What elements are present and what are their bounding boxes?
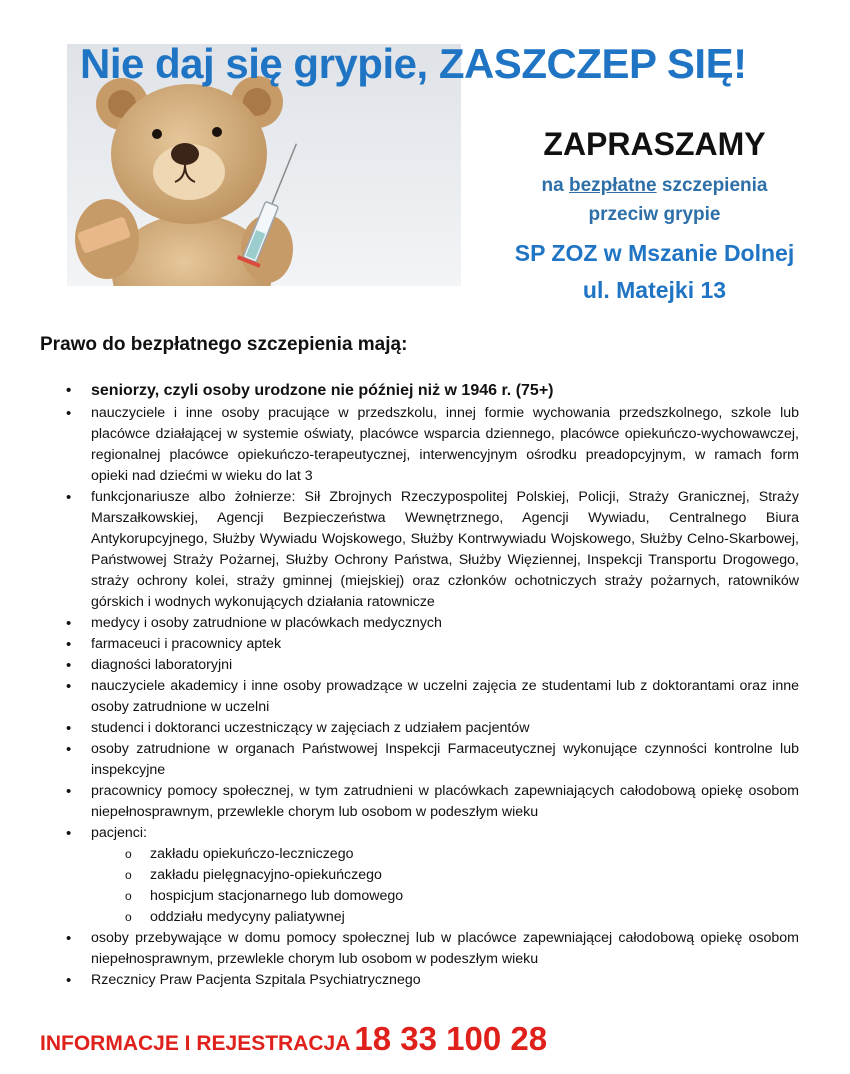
group-patients-label: pacjenci: — [91, 825, 147, 841]
patients-sub-item: o zakładu pielęgnacyjno-opiekuńczego — [125, 865, 799, 886]
patients-sublist — [91, 844, 799, 928]
registration-phone: 18 33 100 28 — [354, 1020, 548, 1057]
group-officers: • funkcjonariusze albo żołnierze: Sił Zbrojnych Rzeczypospolitej Polskiej, Policji, Straży Granicznej, Straży Marszałkowskiej, Agencji Bezpieczeństwa Wewnętrznego, Agencji Wywiadu, Centralnego Biura Antykorupcyjnego, Służby Wywiadu Wojskowego, Służby Kontrwywiadu Wojskowego, Służby Celno-Skarbowej, Państwowej Straży Pożarnej, Służby Ochrony Państwa, Służby Więziennej, Inspekcji Transportu Drogowego, straży ochrony kolei, straży gminnej (miejskiej) oraz członków ochotniczych straży pożarnych, ratowników górskich i wodnych wykonujących działania ratownicze — [66, 487, 799, 613]
group-pharma-inspection: • osoby zatrudnione w organach Państwowej Inspekcji Farmaceutycznej wykonujące czynności kontrolne lub inspekcyjne — [66, 739, 799, 781]
invite-line-1-suffix: szczepienia — [656, 175, 768, 196]
invite-address-1: SP ZOZ w Mszanie Dolnej — [514, 240, 795, 266]
group-medics: • medycy i osoby zatrudnione w placówkach medycznych — [66, 613, 799, 634]
registration-label: INFORMACJE I REJESTRACJA — [40, 1032, 351, 1055]
group-students: • studenci i doktoranci uczestniczący w zajęciach z udziałem pacjentów — [66, 718, 799, 739]
group-social-workers: • pracownicy pomocy społecznej, w tym zatrudnieni w placówkach zapewniających całodobową opiekę osobom niepełnosprawnym, przewlekle chorym lub osobom w podeszłym wieku — [66, 781, 799, 823]
invite-free-emphasis: bezpłatne — [568, 175, 657, 196]
registration-info — [40, 1020, 547, 1058]
group-ombudsmen: • Rzecznicy Praw Pacjenta Szpitala Psychiatrycznego — [66, 970, 799, 991]
headline: Nie daj się grypie, ZASZCZEP SIĘ! — [80, 40, 747, 87]
invite-line-1-prefix: na — [541, 175, 569, 196]
group-patients — [66, 823, 799, 928]
patients-sub-item: o zakładu opiekuńczo-leczniczego — [125, 844, 799, 865]
group-care-residents: • osoby przebywające w domu pomocy społecznej lub w placówce zapewniającej całodobową opiekę osobom niepełnosprawnym, przewlekle chorym lub osobom w podeszłym wieku — [66, 928, 799, 970]
group-academics: • nauczyciele akademicy i inne osoby prowadzące w uczelni zajęcia ze studentami lub z doktorantami oraz inne osoby zatrudnione w uczelni — [66, 676, 799, 718]
invite-line-1 — [462, 175, 847, 197]
group-teachers: • nauczyciele i inne osoby pracujące w przedszkolu, innej formie wychowania przedszkolnego, szkole lub placówce działającej w systemie oświaty, placówce wsparcia dziennego, placówce opiekuńczo-wychowawczej, regionalnej placówce opiekuńczo-terapeutycznej, interwencyjnym ośrodku preadopcyjnym, w ramach form opieki nad dziećmi w wieku do lat 3 — [66, 403, 799, 487]
rights-title: Prawo do bezpłatnego szczepienia mają: — [40, 334, 408, 355]
group-pharmacists: • farmaceuci i pracownicy aptek — [66, 634, 799, 655]
invite-title: ZAPRASZAMY — [543, 126, 766, 162]
invite-address-2: ul. Matejki 13 — [582, 277, 727, 303]
invite-line-2: przeciw grypie — [588, 204, 721, 225]
patients-sub-item: o oddziału medycyny paliatywnej — [125, 907, 799, 928]
group-seniors: • seniorzy, czyli osoby urodzone nie później niż w 1946 r. (75+) — [66, 378, 799, 403]
group-lab-diagnosticians: • diagności laboratoryjni — [66, 655, 799, 676]
eligible-groups-list — [66, 378, 799, 991]
patients-sub-item: o hospicjum stacjonarnego lub domowego — [125, 886, 799, 907]
